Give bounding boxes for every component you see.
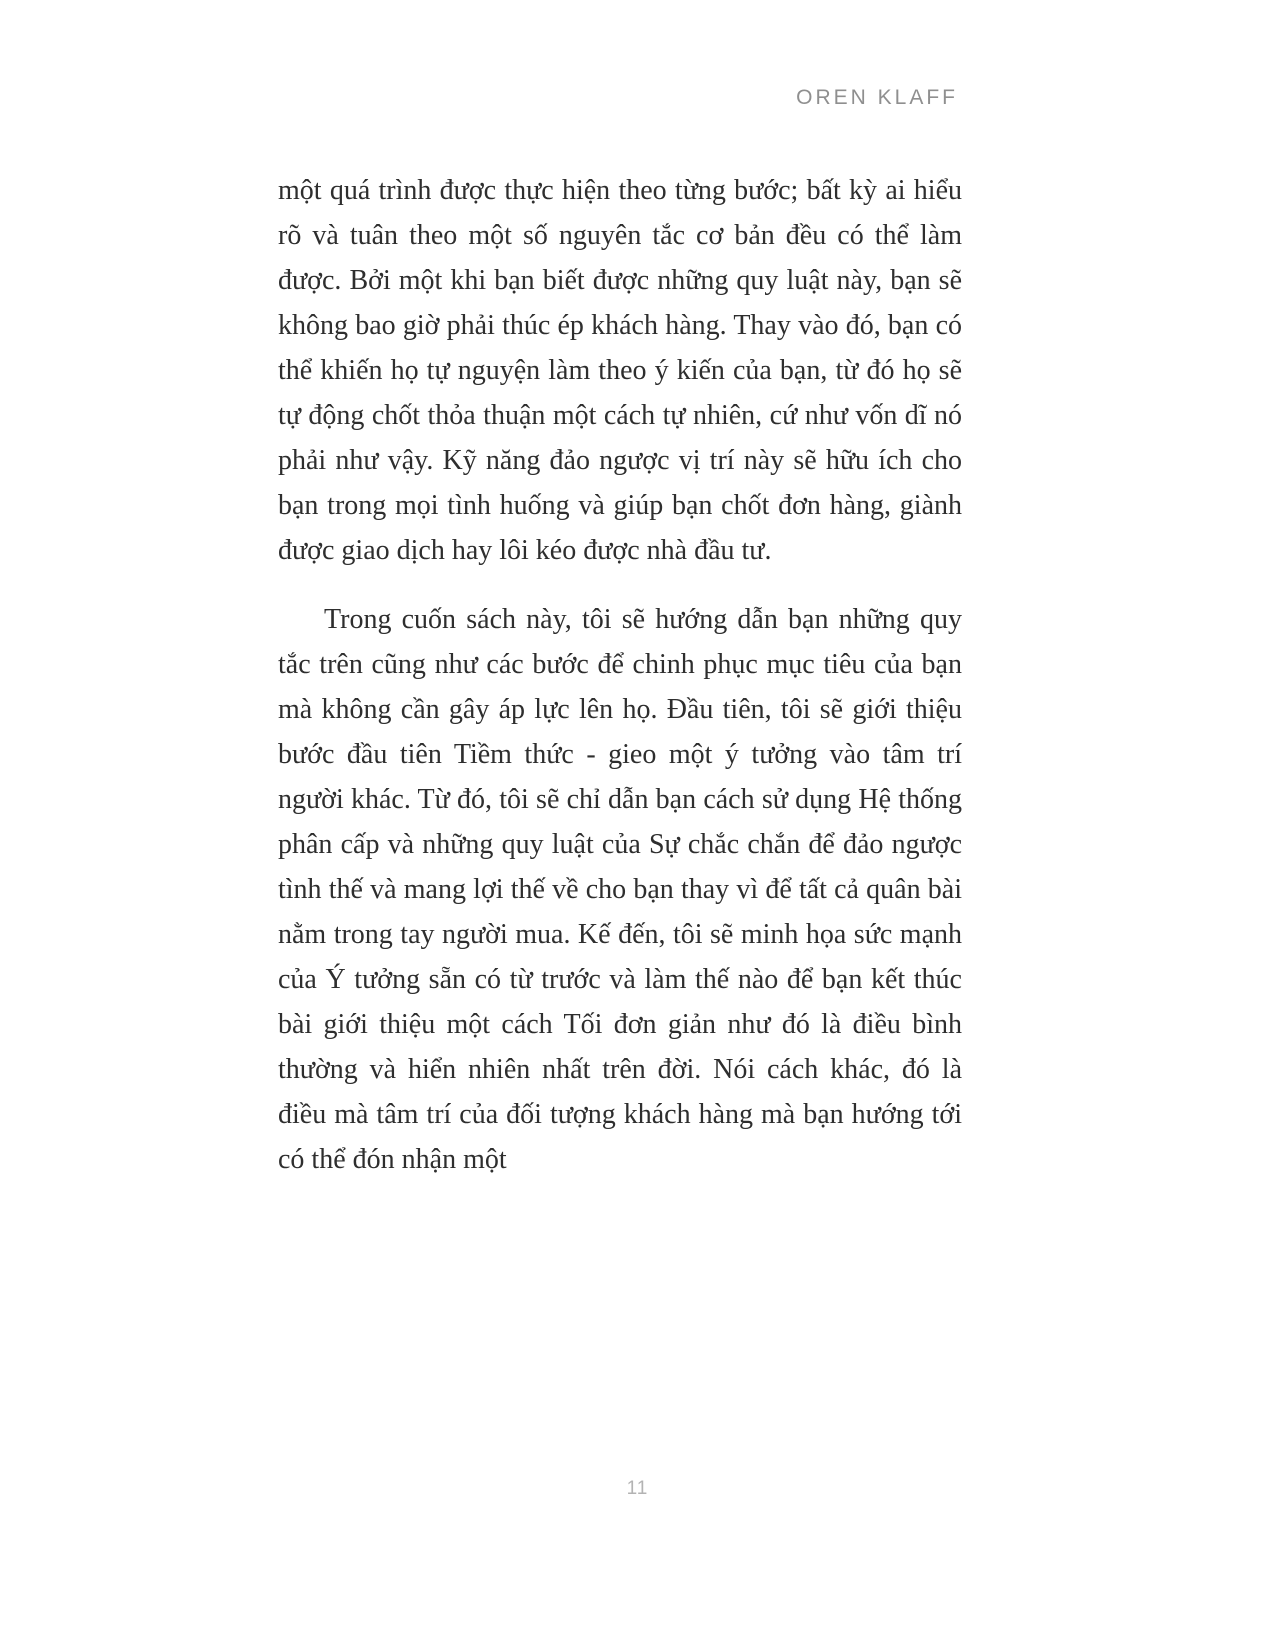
- running-header-author: OREN KLAFF: [796, 86, 958, 109]
- paragraph: Trong cuốn sách này, tôi sẽ hướng dẫn bạn những quy tắc trên cũng như các bước để chinh phục mục tiêu của bạn mà không cần gây áp lực lên họ. Đầu tiên, tôi sẽ giới thiệu bước đầu tiên Tiềm thức - gieo một ý tưởng vào tâm trí người khác. Từ đó, tôi sẽ chỉ dẫn bạn cách sử dụng Hệ thống phân cấp và những quy luật của Sự chắc chắn để đảo ngược tình thế và mang lợi thế về cho bạn thay vì để tất cả quân bài nằm trong tay người mua. Kế đến, tôi sẽ minh họa sức mạnh của Ý tưởng sẵn có từ trước và làm thế nào để bạn kết thúc bài giới thiệu một cách Tối đơn giản như đó là điều bình thường và hiển nhiên nhất trên đời. Nói cách khác, đó là điều mà tâm trí của đối tượng khách hàng mà bạn hướng tới có thể đón nhận một: [278, 604, 962, 1175]
- page-number: 11: [626, 1478, 649, 1499]
- page-content: [278, 168, 962, 1182]
- paragraph: một quá trình được thực hiện theo từng bước; bất kỳ ai hiểu rõ và tuân theo một số nguyên tắc cơ bản đều có thể làm được. Bởi một khi bạn biết được những quy luật này, bạn sẽ không bao giờ phải thúc ép khách hàng. Thay vào đó, bạn có thể khiến họ tự nguyện làm theo ý kiến của bạn, từ đó họ sẽ tự động chốt thỏa thuận một cách tự nhiên, cứ như vốn dĩ nó phải như vậy. Kỹ năng đảo ngược vị trí này sẽ hữu ích cho bạn trong mọi tình huống và giúp bạn chốt đơn hàng, giành được giao dịch hay lôi kéo được nhà đầu tư.: [278, 175, 962, 566]
